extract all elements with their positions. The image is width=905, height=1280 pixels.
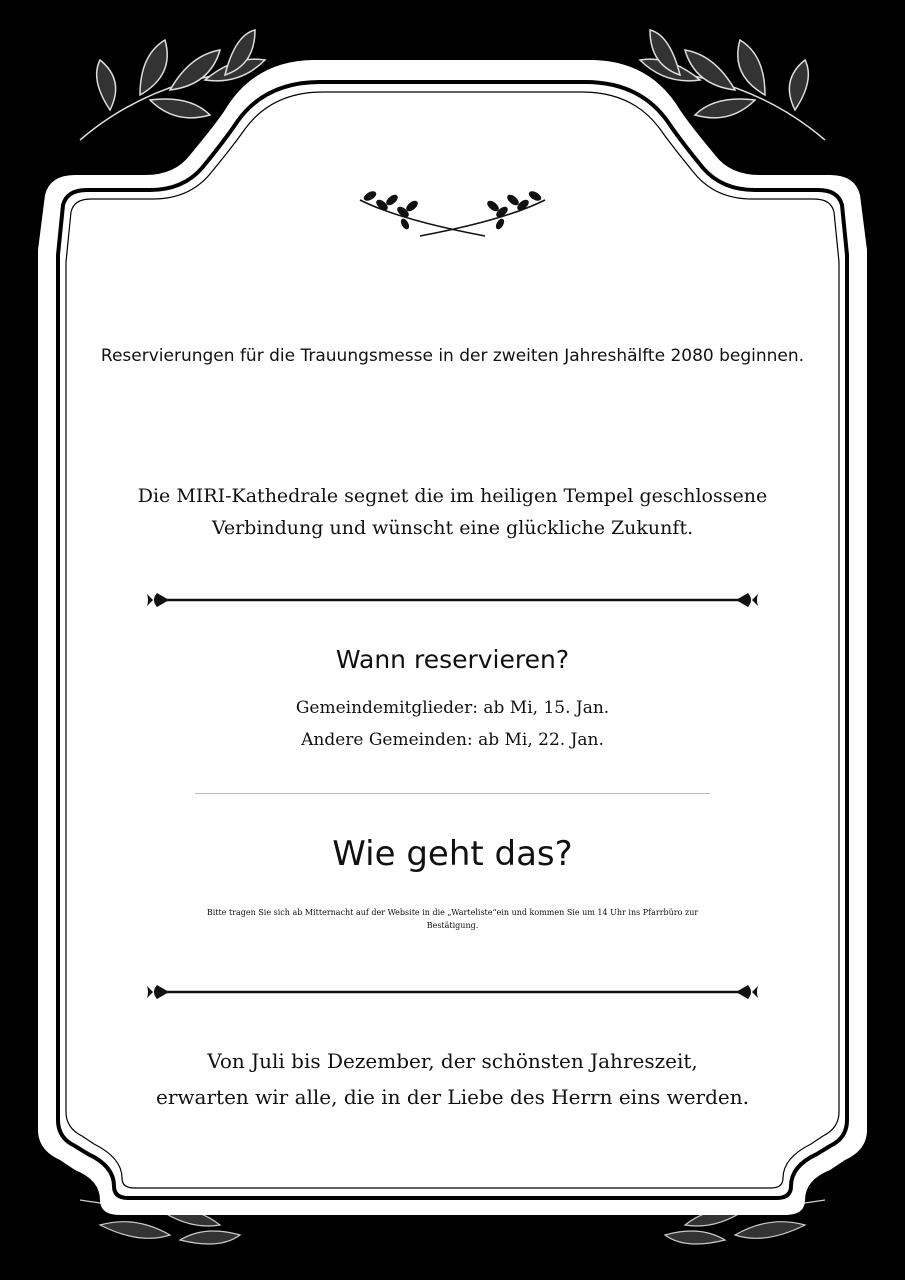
ornamental-divider — [145, 982, 760, 1002]
others-date: Andere Gemeinden: ab Mi, 22. Jan. — [301, 730, 604, 750]
announcement-text: Reservierungen für die Trauungsmesse in der zweiten Jahreshälfte 2080 beginnen. — [100, 346, 805, 366]
thin-separator — [195, 793, 710, 794]
blessing-text: Die MIRI-Kathedrale segnet die im heiligen Tempel geschlossene Verbindung und wünscht eine glückliche Zukunft. — [137, 485, 768, 539]
ornamental-divider — [145, 590, 760, 610]
closing-line-1: Von Juli bis Dezember, der schönsten Jahreszeit, — [207, 1049, 698, 1073]
when-heading: Wann reservieren? — [335, 645, 570, 674]
closing-line-2: erwarten wir alle, die in der Liebe des Herrn eins werden. — [156, 1085, 749, 1109]
how-heading: Wie geht das? — [332, 834, 573, 874]
instructions-text: Bitte tragen Sie sich ab Mitternacht auf der Website in die „Warteliste“ein und kommen Sie um 14 Uhr ins Pfarrbüro zur Bestätigung. — [206, 908, 699, 930]
members-date: Gemeindemitglieder: ab Mi, 15. Jan. — [295, 698, 610, 718]
inner-frame-border — [58, 82, 847, 1198]
